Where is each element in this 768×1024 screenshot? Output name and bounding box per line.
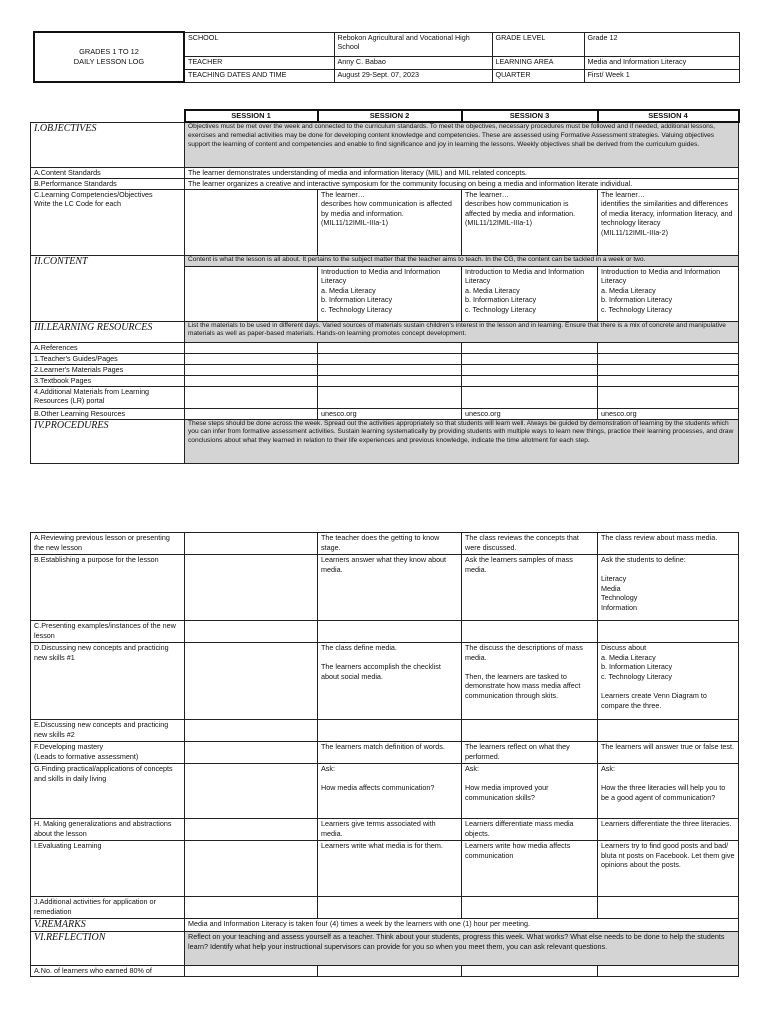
resources-rows <box>31 342 739 419</box>
lc-session-3: The learner… describes how communication is affected by media and information. (MIL11/12IMIL-IIIa-1) <box>462 189 598 255</box>
plan-table-bottom <box>30 532 739 977</box>
school-label: SCHOOL <box>184 32 334 56</box>
procedure-step-row <box>31 555 739 621</box>
content-session-2: Introduction to Media and Information Literacy a. Media Literacy b. Information Literacy c. Technology Literacy <box>318 266 462 321</box>
procedure-cell-session-4: Learners try to find good posts and bad/ bluta nt posts on Facebook. Let them give opinions about the posts. <box>598 841 739 897</box>
procedure-cell-session-4: Learners differentiate the three literacies. <box>598 819 739 841</box>
session-1-header: SESSION 1 <box>185 110 318 122</box>
procedure-cell-session-1 <box>185 742 318 764</box>
procedure-steps <box>31 533 739 919</box>
resource-row <box>31 342 739 353</box>
header-table <box>33 31 740 83</box>
procedure-cell-session-3: The class reviews the concepts that were discussed. <box>462 533 598 555</box>
procedure-cell-session-1 <box>185 764 318 819</box>
procedure-cell-session-1 <box>185 897 318 919</box>
performance-standards-label: B.Performance Standards <box>31 178 185 189</box>
log-title: GRADES 1 TO 12 DAILY LESSON LOG <box>34 32 184 82</box>
procedure-step-row <box>31 764 739 819</box>
lc-session-2: The learner… describes how communication is affected by media and information. (MIL11/12IMIL-IIIa-1) <box>318 189 462 255</box>
content-session-4: Introduction to Media and Information Literacy a. Media Literacy b. Information Literacy c. Technology Literacy <box>598 266 739 321</box>
row-a-cell <box>185 966 318 977</box>
procedure-step-row <box>31 841 739 897</box>
remarks-text: Media and Information Literacy is taken four (4) times a week by the learners with one (1) hour per meeting. <box>185 919 739 932</box>
row-a-cell <box>318 966 462 977</box>
procedure-cell-session-4: Ask the students to define: Literacy Media Technology Information <box>598 555 739 621</box>
resource-cell-session-4 <box>598 386 739 408</box>
resource-cell-session-4 <box>598 353 739 364</box>
row-a-label: A.No. of learners who earned 80% of <box>31 966 185 977</box>
row-a-cell <box>598 966 739 977</box>
teacher-value: Anny C. Babao <box>334 56 492 69</box>
procedure-cell-session-4: The class review about mass media. <box>598 533 739 555</box>
resource-cell-session-3 <box>462 353 598 364</box>
procedure-cell-session-2 <box>318 621 462 643</box>
session-2-header: SESSION 2 <box>318 110 462 122</box>
procedures-title: IV.PROCEDURES <box>31 419 185 463</box>
resource-cell-session-3: unesco.org <box>462 408 598 419</box>
procedure-cell-session-3: Ask: How media improved your communication skills? <box>462 764 598 819</box>
resource-row <box>31 408 739 419</box>
resource-label: 3.Textbook Pages <box>31 375 185 386</box>
dates-value: August 29-Sept. 07, 2023 <box>334 69 492 82</box>
procedure-cell-session-4 <box>598 897 739 919</box>
procedure-cell-session-2: Learners answer what they know about media. <box>318 555 462 621</box>
reflection-text: Reflect on your teaching and assess yourself as a teacher. Think about your students, progress this week. What works? What else needs to be done to help the students learn? Identify what help your instructional supervisors can provide for you so when you meet them, you can ask relevant questions. <box>185 932 739 966</box>
resource-cell-session-4: unesco.org <box>598 408 739 419</box>
procedure-cell-session-4: Discuss about a. Media Literacy b. Information Literacy c. Technology Literacy Learners create Venn Diagram to compare the three. <box>598 643 739 720</box>
objectives-note: Objectives must be met over the week and connected to the curriculum standards. To meet the objectives, necessary procedures must be followed and if needed, additional lessons, exercises and remedial activities may be done for developing content knowledge and competencies. These are assessed using Formative Assessment strategies. Valuing objectives support the learning of content and competencies and enable to find significance and joy in learning the lessons. Weekly objectives shall be derived from the curriculum guides. <box>185 122 739 167</box>
content-standards-label: A.Content Standards <box>31 167 185 178</box>
resource-cell-session-4 <box>598 364 739 375</box>
procedure-cell-session-2: Ask: How media affects communication? <box>318 764 462 819</box>
procedure-cell-session-2: Learners write what media is for them. <box>318 841 462 897</box>
plan-table-top <box>30 109 740 464</box>
lc-session-4: The learner… identifies the similarities and differences of media literacy, information literacy, and technology literacy (MIL11/12IMIL-IIIa-2) <box>598 189 739 255</box>
resource-label: 4.Additional Materials from Learning Resources (LR) portal <box>31 386 185 408</box>
procedure-cell-session-1 <box>185 819 318 841</box>
resource-cell-session-1 <box>185 408 318 419</box>
resources-title: III.LEARNING RESOURCES <box>31 321 185 342</box>
procedures-note: These steps should be done across the week. Spread out the activities appropriately so that students will learn well. Always be guided by demonstration of learning by the students which you can infer from formative assessment activities. Sustain learning systematically by providing students with multiple ways to learn new things, practice their learning processes, and draw conclusions about what they learned in relation to their life experiences and previous knowledge, indicate the time allotment for each step. <box>185 419 739 463</box>
resource-cell-session-2 <box>318 353 462 364</box>
school-value: Rebokon Agricultural and Vocational High School <box>334 32 492 56</box>
resources-note: List the materials to be used in different days. Varied sources of materials sustain children's interest in the lesson and in learning. Ensure that there is a mix of concrete and manipulative materials as well as paper-based materials. Hands-on learning promotes concept development. <box>185 321 739 342</box>
procedure-step-label: A.Reviewing previous lesson or presenting the new lesson <box>31 533 185 555</box>
procedure-cell-session-1 <box>185 643 318 720</box>
procedure-step-label: I.Evaluating Learning <box>31 841 185 897</box>
procedure-cell-session-4 <box>598 720 739 742</box>
procedure-cell-session-3: Learners differentiate mass media objects. <box>462 819 598 841</box>
area-value: Media and Information Literacy <box>584 56 739 69</box>
resource-cell-session-2 <box>318 386 462 408</box>
content-standards-text: The learner demonstrates understanding of media and information literacy (MIL) and MIL related concepts. <box>185 167 739 178</box>
procedure-step-label: D.Discussing new concepts and practicing new skills #1 <box>31 643 185 720</box>
resource-cell-session-1 <box>185 364 318 375</box>
procedure-cell-session-3 <box>462 897 598 919</box>
resource-cell-session-1 <box>185 342 318 353</box>
procedure-cell-session-2: The class define media. The learners accomplish the checklist about social media. <box>318 643 462 720</box>
grade-value: Grade 12 <box>584 32 739 56</box>
procedure-cell-session-3 <box>462 720 598 742</box>
procedure-cell-session-2 <box>318 720 462 742</box>
procedure-step-label: E.Discussing new concepts and practicing new skills #2 <box>31 720 185 742</box>
procedure-step-label: J.Additional activities for application or remediation <box>31 897 185 919</box>
resource-cell-session-2: unesco.org <box>318 408 462 419</box>
resource-cell-session-2 <box>318 375 462 386</box>
session-4-header: SESSION 4 <box>598 110 739 122</box>
resource-cell-session-1 <box>185 375 318 386</box>
resource-label: B.Other Learning Resources <box>31 408 185 419</box>
learning-competencies-label: C.Learning Competencies/Objectives Write the LC Code for each <box>31 189 185 255</box>
resource-label: 2.Learner's Materials Pages <box>31 364 185 375</box>
procedure-cell-session-1 <box>185 720 318 742</box>
resource-cell-session-4 <box>598 375 739 386</box>
lc-session-1 <box>185 189 318 255</box>
procedure-step-label: F.Developing mastery (Leads to formative assessment) <box>31 742 185 764</box>
dates-label: TEACHING DATES AND TIME <box>184 69 334 82</box>
procedure-cell-session-2: Learners give terms associated with media. <box>318 819 462 841</box>
quarter-value: First/ Week 1 <box>584 69 739 82</box>
procedure-step-label: B.Establishing a purpose for the lesson <box>31 555 185 621</box>
procedure-step-row <box>31 897 739 919</box>
quarter-label: QUARTER <box>492 69 584 82</box>
content-session-1-cell <box>185 266 318 321</box>
procedure-cell-session-2: The learners match definition of words. <box>318 742 462 764</box>
performance-standards-text: The learner organizes a creative and interactive symposium for the community focusing on being a media and information literate individual. <box>185 178 739 189</box>
procedure-cell-session-3: Learners write how media affects communication <box>462 841 598 897</box>
content-title: II.CONTENT <box>31 255 185 321</box>
resource-cell-session-1 <box>185 353 318 364</box>
resource-label: 1.Teacher's Guides/Pages <box>31 353 185 364</box>
resource-cell-session-3 <box>462 375 598 386</box>
area-label: LEARNING AREA <box>492 56 584 69</box>
resource-cell-session-2 <box>318 342 462 353</box>
session-3-header: SESSION 3 <box>462 110 598 122</box>
resource-row <box>31 375 739 386</box>
procedure-cell-session-4: The learners will answer true or false test. <box>598 742 739 764</box>
procedure-cell-session-2 <box>318 897 462 919</box>
procedure-cell-session-1 <box>185 555 318 621</box>
resource-cell-session-3 <box>462 364 598 375</box>
objectives-title: I.OBJECTIVES <box>31 122 185 167</box>
resource-cell-session-3 <box>462 386 598 408</box>
resource-cell-session-4 <box>598 342 739 353</box>
procedure-step-label: H. Making generalizations and abstractions about the lesson <box>31 819 185 841</box>
procedure-cell-session-4 <box>598 621 739 643</box>
resource-row <box>31 353 739 364</box>
resource-row <box>31 364 739 375</box>
procedure-cell-session-3: The discuss the descriptions of mass media. Then, the learners are tasked to demonstrate how mass media affect communication through skits. <box>462 643 598 720</box>
procedure-cell-session-3 <box>462 621 598 643</box>
procedure-step-row <box>31 621 739 643</box>
procedure-cell-session-1 <box>185 841 318 897</box>
resource-cell-session-3 <box>462 342 598 353</box>
procedure-step-row <box>31 742 739 764</box>
reflection-title: VI.REFLECTION <box>31 932 185 966</box>
content-note: Content is what the lesson is all about. It pertains to the subject matter that the teacher aims to teach. In the CG, the content can be tackled in a week or two. <box>185 255 739 266</box>
row-a-cell <box>462 966 598 977</box>
procedure-cell-session-1 <box>185 621 318 643</box>
procedure-cell-session-4: Ask: How the three literacies will help you to be a good agent of communication? <box>598 764 739 819</box>
procedure-step-row <box>31 533 739 555</box>
resource-row <box>31 386 739 408</box>
procedure-cell-session-3: Ask the learners samples of mass media. <box>462 555 598 621</box>
procedure-cell-session-3: The learners reflect on what they performed. <box>462 742 598 764</box>
procedure-step-label: G.Finding practical/applications of concepts and skills in daily living <box>31 764 185 819</box>
resource-cell-session-2 <box>318 364 462 375</box>
grade-label: GRADE LEVEL <box>492 32 584 56</box>
procedure-step-row <box>31 720 739 742</box>
procedure-step-row <box>31 643 739 720</box>
content-session-3: Introduction to Media and Information Literacy a. Media Literacy b. Information Literacy c. Technology Literacy <box>462 266 598 321</box>
procedure-step-row <box>31 819 739 841</box>
resource-cell-session-1 <box>185 386 318 408</box>
teacher-label: TEACHER <box>184 56 334 69</box>
resource-label: A.References <box>31 342 185 353</box>
remarks-title: V.REMARKS <box>31 919 185 932</box>
procedure-step-label: C.Presenting examples/instances of the new lesson <box>31 621 185 643</box>
procedure-cell-session-1 <box>185 533 318 555</box>
procedure-cell-session-2: The teacher does the getting to know stage. <box>318 533 462 555</box>
